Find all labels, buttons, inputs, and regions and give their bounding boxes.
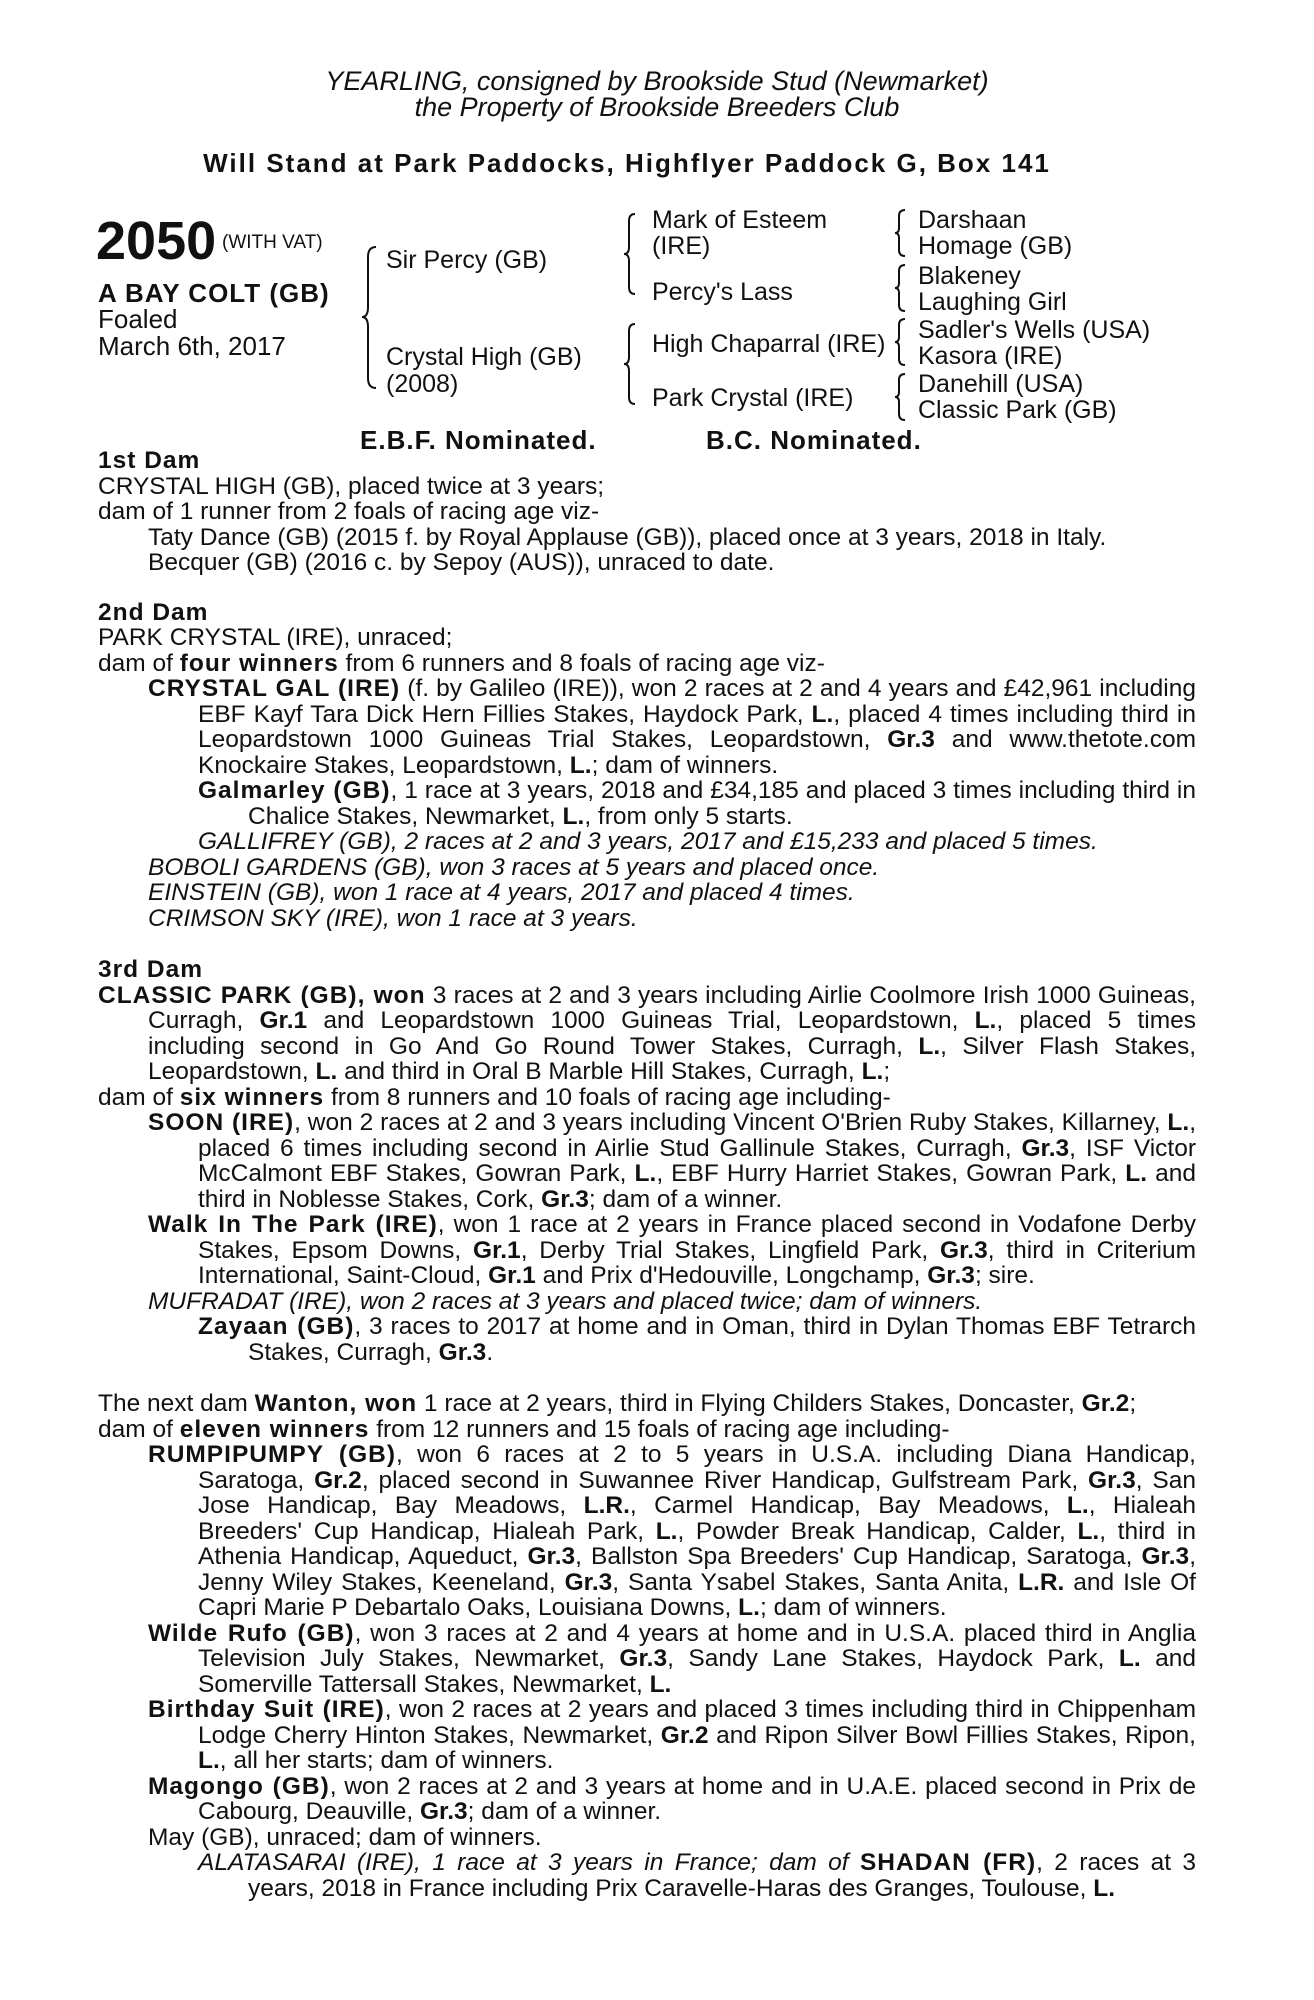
third-dam-entry: CLASSIC PARK (GB), won 3 races at 2 and 3 years including Airlie Coolmore Irish 1000 Guineas, Curragh, Gr.1 and Leopardstown 1000 Guineas Trial, Leopardstown, L., placed 5 times including second in Go And Go Round Tower Stakes, Curragh, L., Silver Flash Stakes, Leopardstown, L. and third in Oral B Marble Hill Stakes, Curragh, L.; — [98, 981, 1196, 1085]
progeny-entry: MUFRADAT (IRE), won 2 races at 3 years and placed twice; dam of winners. — [148, 1287, 983, 1315]
dam-dam: Park Crystal (IRE) — [652, 384, 854, 412]
progeny-entry: CRYSTAL GAL (IRE) (f. by Galileo (IRE)), won 2 races at 2 and 4 years and £42,961 including EBF Kayf Tara Dick Hern Fillies Stakes, Haydock Park, L., placed 4 times including third in Leopardstown 1000 Guineas Trial Stakes, Leopardstown, Gr.3 and www.thetote.com Knockaire Stakes, Leopardstown, L.; dam of winners. — [148, 675, 1196, 779]
lot-number: 2050 — [96, 211, 217, 271]
ebf-nomination: E.B.F. Nominated. — [360, 425, 597, 455]
sire-dam: Percy's Lass — [652, 278, 793, 306]
sire-name: Sir Percy (GB) — [386, 246, 548, 274]
second-dam-heading: 2nd Dam — [98, 598, 209, 626]
header-stabling: Will Stand at Park Paddocks, Highflyer Paddock G, Box 141 — [203, 148, 1051, 178]
brace-dam — [622, 322, 638, 406]
second-dam-line: PARK CRYSTAL (IRE), unraced; — [98, 624, 453, 651]
foal-entry: Becquer (GB) (2016 c. by Sepoy (AUS)), unraced to date. — [148, 549, 775, 576]
progeny-entry: Magongo (GB), won 2 races at 2 and 3 years at home and in U.A.E. placed second in Prix de Cabourg, Deauville, Gr.3; dam of a winner. — [148, 1772, 1196, 1825]
foal-entry: Taty Dance (GB) (2015 f. by Royal Applause (GB)), placed once at 3 years, 2018 in Italy. — [148, 523, 1107, 551]
brace-g2 — [893, 263, 907, 313]
progeny-entry: Walk In The Park (IRE), won 1 race at 2 years in France placed second in Vodafone Derby Stakes, Epsom Downs, Gr.1, Derby Trial Stakes, Lingfield Park, Gr.3, third in Criterium International, Saint-Cloud, Gr.1 and Prix d'Hedouville, Longchamp, Gr.3; sire. — [148, 1211, 1196, 1289]
progeny-entry: Wilde Rufo (GB), won 3 races at 2 and 4 years at home and in U.S.A. placed third in Anglia Television July Stakes, Newmarket, Gr.3, Sandy Lane Stakes, Haydock Park, L. and Somerville Tattersall Stakes, Newmarket, L. — [148, 1619, 1196, 1698]
second-dam-produce: dam of four winners from 6 runners and 8 foals of racing age viz- — [98, 649, 825, 677]
bc-nomination: B.C. Nominated. — [706, 425, 922, 455]
sire-sire: Mark of Esteem — [652, 206, 828, 234]
header-property: the Property of Brookside Breeders Club — [414, 92, 900, 122]
gg-5: Sadler's Wells (USA) — [918, 316, 1151, 344]
brace-g3 — [893, 317, 907, 367]
brace-g4 — [893, 372, 907, 422]
gg-4: Laughing Girl — [918, 288, 1067, 316]
foaled-label: Foaled — [98, 304, 178, 334]
first-dam-produce: dam of 1 runner from 2 foals of racing age viz- — [98, 498, 600, 525]
header-consignor: YEARLING, consigned by Brookside Stud (Newmarket) — [325, 66, 989, 96]
first-dam-heading: 1st Dam — [98, 447, 201, 474]
third-dam-heading: 3rd Dam — [98, 956, 204, 983]
progeny-entry: BOBOLI GARDENS (GB), won 3 races at 5 years and placed once. — [148, 853, 880, 881]
brace-main — [360, 245, 380, 390]
progeny-entry: ALATASARAI (IRE), 1 race at 3 years in France; dam of SHADAN (FR), 2 races at 3 years, 2018 in France including Prix Caravelle-Haras des Granges, Toulouse, L. — [198, 1849, 1196, 1902]
dam-year: (2008) — [386, 370, 459, 398]
progeny-entry: GALLIFREY (GB), 2 races at 2 and 3 years, 2017 and £15,233 and placed 5 times. — [198, 828, 1098, 855]
gg-3: Blakeney — [918, 262, 1021, 290]
progeny-entry: May (GB), unraced; dam of winners. — [148, 1823, 542, 1851]
brace-sire — [622, 212, 638, 296]
progeny-entry: RUMPIPUMPY (GB), won 6 races at 2 to 5 years in U.S.A. including Diana Handicap, Saratoga, Gr.2, placed second in Suwannee River Handicap, Gulfstream Park, Gr.3, San Jose Handicap, Bay Meadows, L.R., Carmel Handicap, Bay Meadows, L., Hialeah Breeders' Cup Handicap, Hialeah Park, L., Powder Break Handicap, Calder, L., third in Athenia Handicap, Aqueduct, Gr.3, Ballston Spa Breeders' Cup Handicap, Saratoga, Gr.3, Jenny Wiley Stakes, Keeneland, Gr.3, Santa Ysabel Stakes, Santa Anita, L.R. and Isle Of Capri Marie P Debartalo Oaks, Louisiana Downs, L.; dam of winners. — [148, 1441, 1197, 1621]
progeny-entry: Galmarley (GB), 1 race at 3 years, 2018 and £34,185 and placed 3 times including third in Chalice Stakes, Newmarket, L., from only 5 starts. — [198, 777, 1196, 830]
sire-sire-country: (IRE) — [652, 232, 711, 260]
progeny-entry: CRIMSON SKY (IRE), won 1 race at 3 years. — [148, 904, 638, 932]
third-dam-produce: dam of six winners from 8 runners and 10 foals of racing age including- — [98, 1083, 891, 1111]
progeny-entry: Birthday Suit (IRE), won 2 races at 2 years and placed 3 times including third in Chippenham Lodge Cherry Hinton Stakes, Newmarket, Gr.2 and Ripon Silver Bowl Fillies Stakes, Ripon, L., all her starts; dam of winners. — [148, 1696, 1197, 1774]
next-dam-produce: dam of eleven winners from 12 runners and 15 foals of racing age including- — [98, 1415, 950, 1443]
gg-1: Darshaan — [918, 206, 1027, 234]
foaled-date: March 6th, 2017 — [98, 331, 286, 361]
first-dam-line: CRYSTAL HIGH (GB), placed twice at 3 years; — [98, 472, 605, 500]
dam-sire: High Chaparral (IRE) — [652, 330, 886, 358]
lot-name: A BAY COLT (GB) — [98, 278, 330, 308]
progeny-entry: Zayaan (GB), 3 races to 2017 at home and in Oman, third in Dylan Thomas EBF Tetrarch Stakes, Curragh, Gr.3. — [198, 1313, 1197, 1366]
gg-2: Homage (GB) — [918, 232, 1073, 260]
dam-name: Crystal High (GB) — [386, 343, 582, 371]
progeny-entry: SOON (IRE), won 2 races at 2 and 3 years including Vincent O'Brien Ruby Stakes, Killarney, L., placed 6 times including second in Airlie Stud Gallinule Stakes, Curragh, Gr.3, ISF Victor McCalmont EBF Stakes, Gowran Park, L., EBF Hurry Harriet Stakes, Gowran Park, L. and third in Noblesse Stakes, Cork, Gr.3; dam of a winner. — [148, 1109, 1197, 1213]
gg-8: Classic Park (GB) — [918, 396, 1117, 424]
brace-g1 — [893, 208, 907, 258]
progeny-entry: EINSTEIN (GB), won 1 race at 4 years, 2017 and placed 4 times. — [148, 879, 855, 906]
vat-note: (WITH VAT) — [222, 232, 323, 253]
next-dam-entry: The next dam Wanton, won 1 race at 2 years, third in Flying Childers Stakes, Doncaster, Gr.2; — [98, 1390, 1137, 1417]
gg-7: Danehill (USA) — [918, 370, 1084, 398]
gg-6: Kasora (IRE) — [918, 342, 1063, 370]
produce-record — [98, 448, 1196, 1901]
